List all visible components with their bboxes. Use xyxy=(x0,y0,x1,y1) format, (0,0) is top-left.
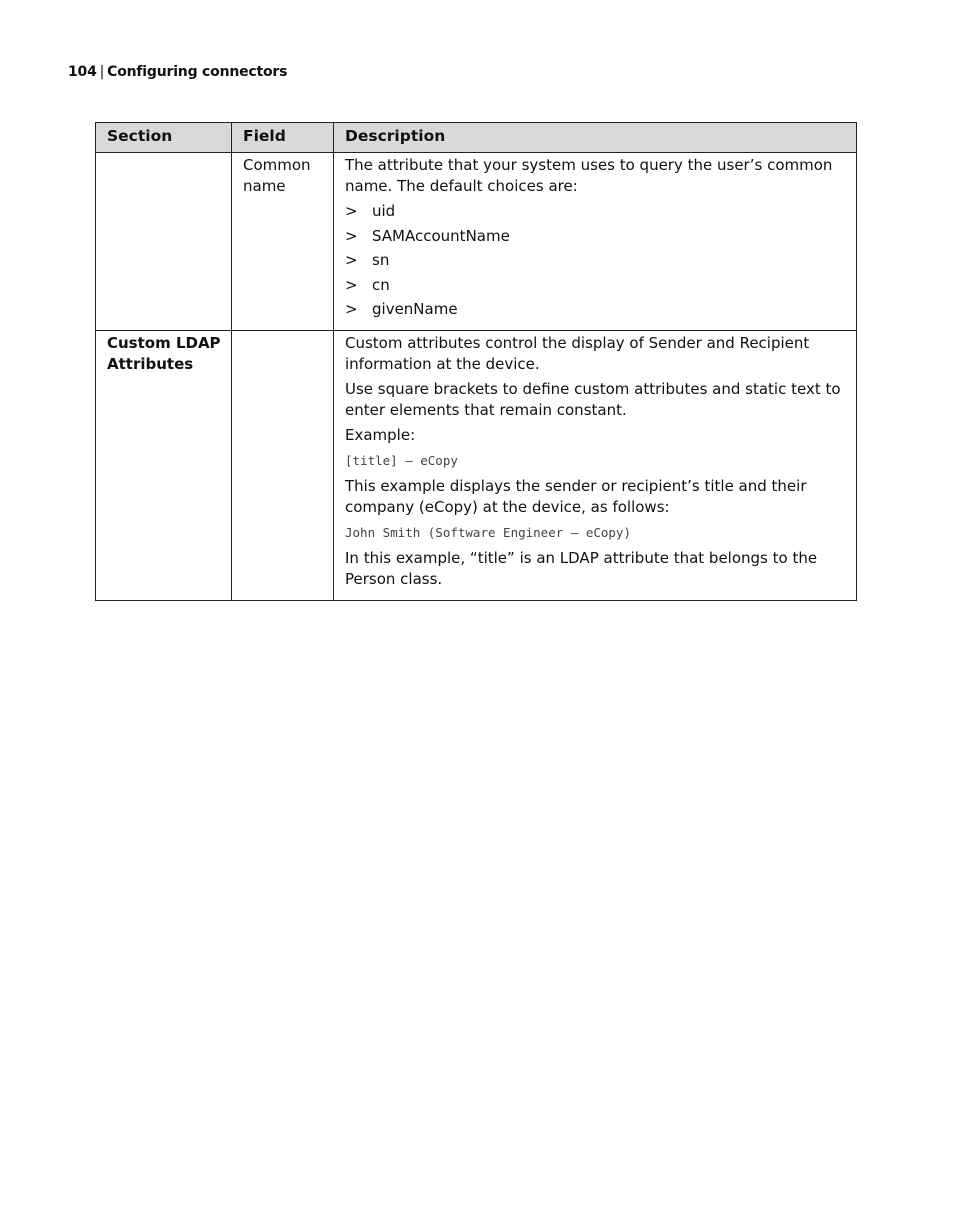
description-paragraph: Custom attributes control the display of Sender and Recipient information at the device. xyxy=(345,333,810,373)
chapter-title: Configuring connectors xyxy=(107,64,288,80)
choice-label: givenName xyxy=(372,300,458,318)
choice-item xyxy=(345,226,846,247)
running-header xyxy=(68,64,287,80)
bullet-marker: > xyxy=(345,251,358,269)
description-paragraph: In this example, “title” is an LDAP attribute that belongs to the Person class. xyxy=(345,548,818,588)
choice-item xyxy=(345,250,846,271)
column-header-field: Field xyxy=(232,123,334,153)
common-name-intro: The attribute that your system uses to query the user’s common name. The default choices are: xyxy=(345,156,833,195)
choice-item xyxy=(345,299,846,320)
example-label: Example: xyxy=(345,425,416,444)
bullet-marker: > xyxy=(345,300,358,318)
bullet-marker: > xyxy=(345,275,358,294)
code-example: [title] – eCopy xyxy=(345,452,458,468)
section-cell xyxy=(96,153,232,331)
description-paragraph: This example displays the sender or recipient’s title and their company (eCopy) at the device, as follows: xyxy=(345,476,807,516)
choice-label: SAMAccountName xyxy=(372,226,510,245)
choice-label: sn xyxy=(372,251,390,269)
description-cell-common-name xyxy=(334,153,857,331)
description-paragraph: Use square brackets to define custom attributes and static text to enter elements that remain constant. xyxy=(345,379,841,419)
field-cell-common-name: Common name xyxy=(232,153,334,331)
table-header-row xyxy=(96,123,857,153)
choice-item xyxy=(345,201,846,222)
page-number: 104 xyxy=(68,64,97,80)
ldap-attributes-table xyxy=(95,122,857,601)
field-cell xyxy=(232,330,334,600)
choice-item xyxy=(345,275,846,296)
column-header-section: Section xyxy=(96,123,232,153)
bullet-marker: > xyxy=(345,202,358,220)
code-example-output: John Smith (Software Engineer – eCopy) xyxy=(345,524,631,540)
description-cell-custom-ldap-attributes xyxy=(334,330,857,600)
table-row-common-name xyxy=(96,153,857,331)
section-cell-custom-ldap-attributes: Custom LDAP Attributes xyxy=(96,330,232,600)
table-row-custom-ldap-attributes xyxy=(96,330,857,600)
column-header-description: Description xyxy=(334,123,857,153)
choice-label: cn xyxy=(372,275,390,294)
bullet-marker: > xyxy=(345,226,358,245)
choice-label: uid xyxy=(372,202,396,220)
header-separator: | xyxy=(99,64,105,80)
